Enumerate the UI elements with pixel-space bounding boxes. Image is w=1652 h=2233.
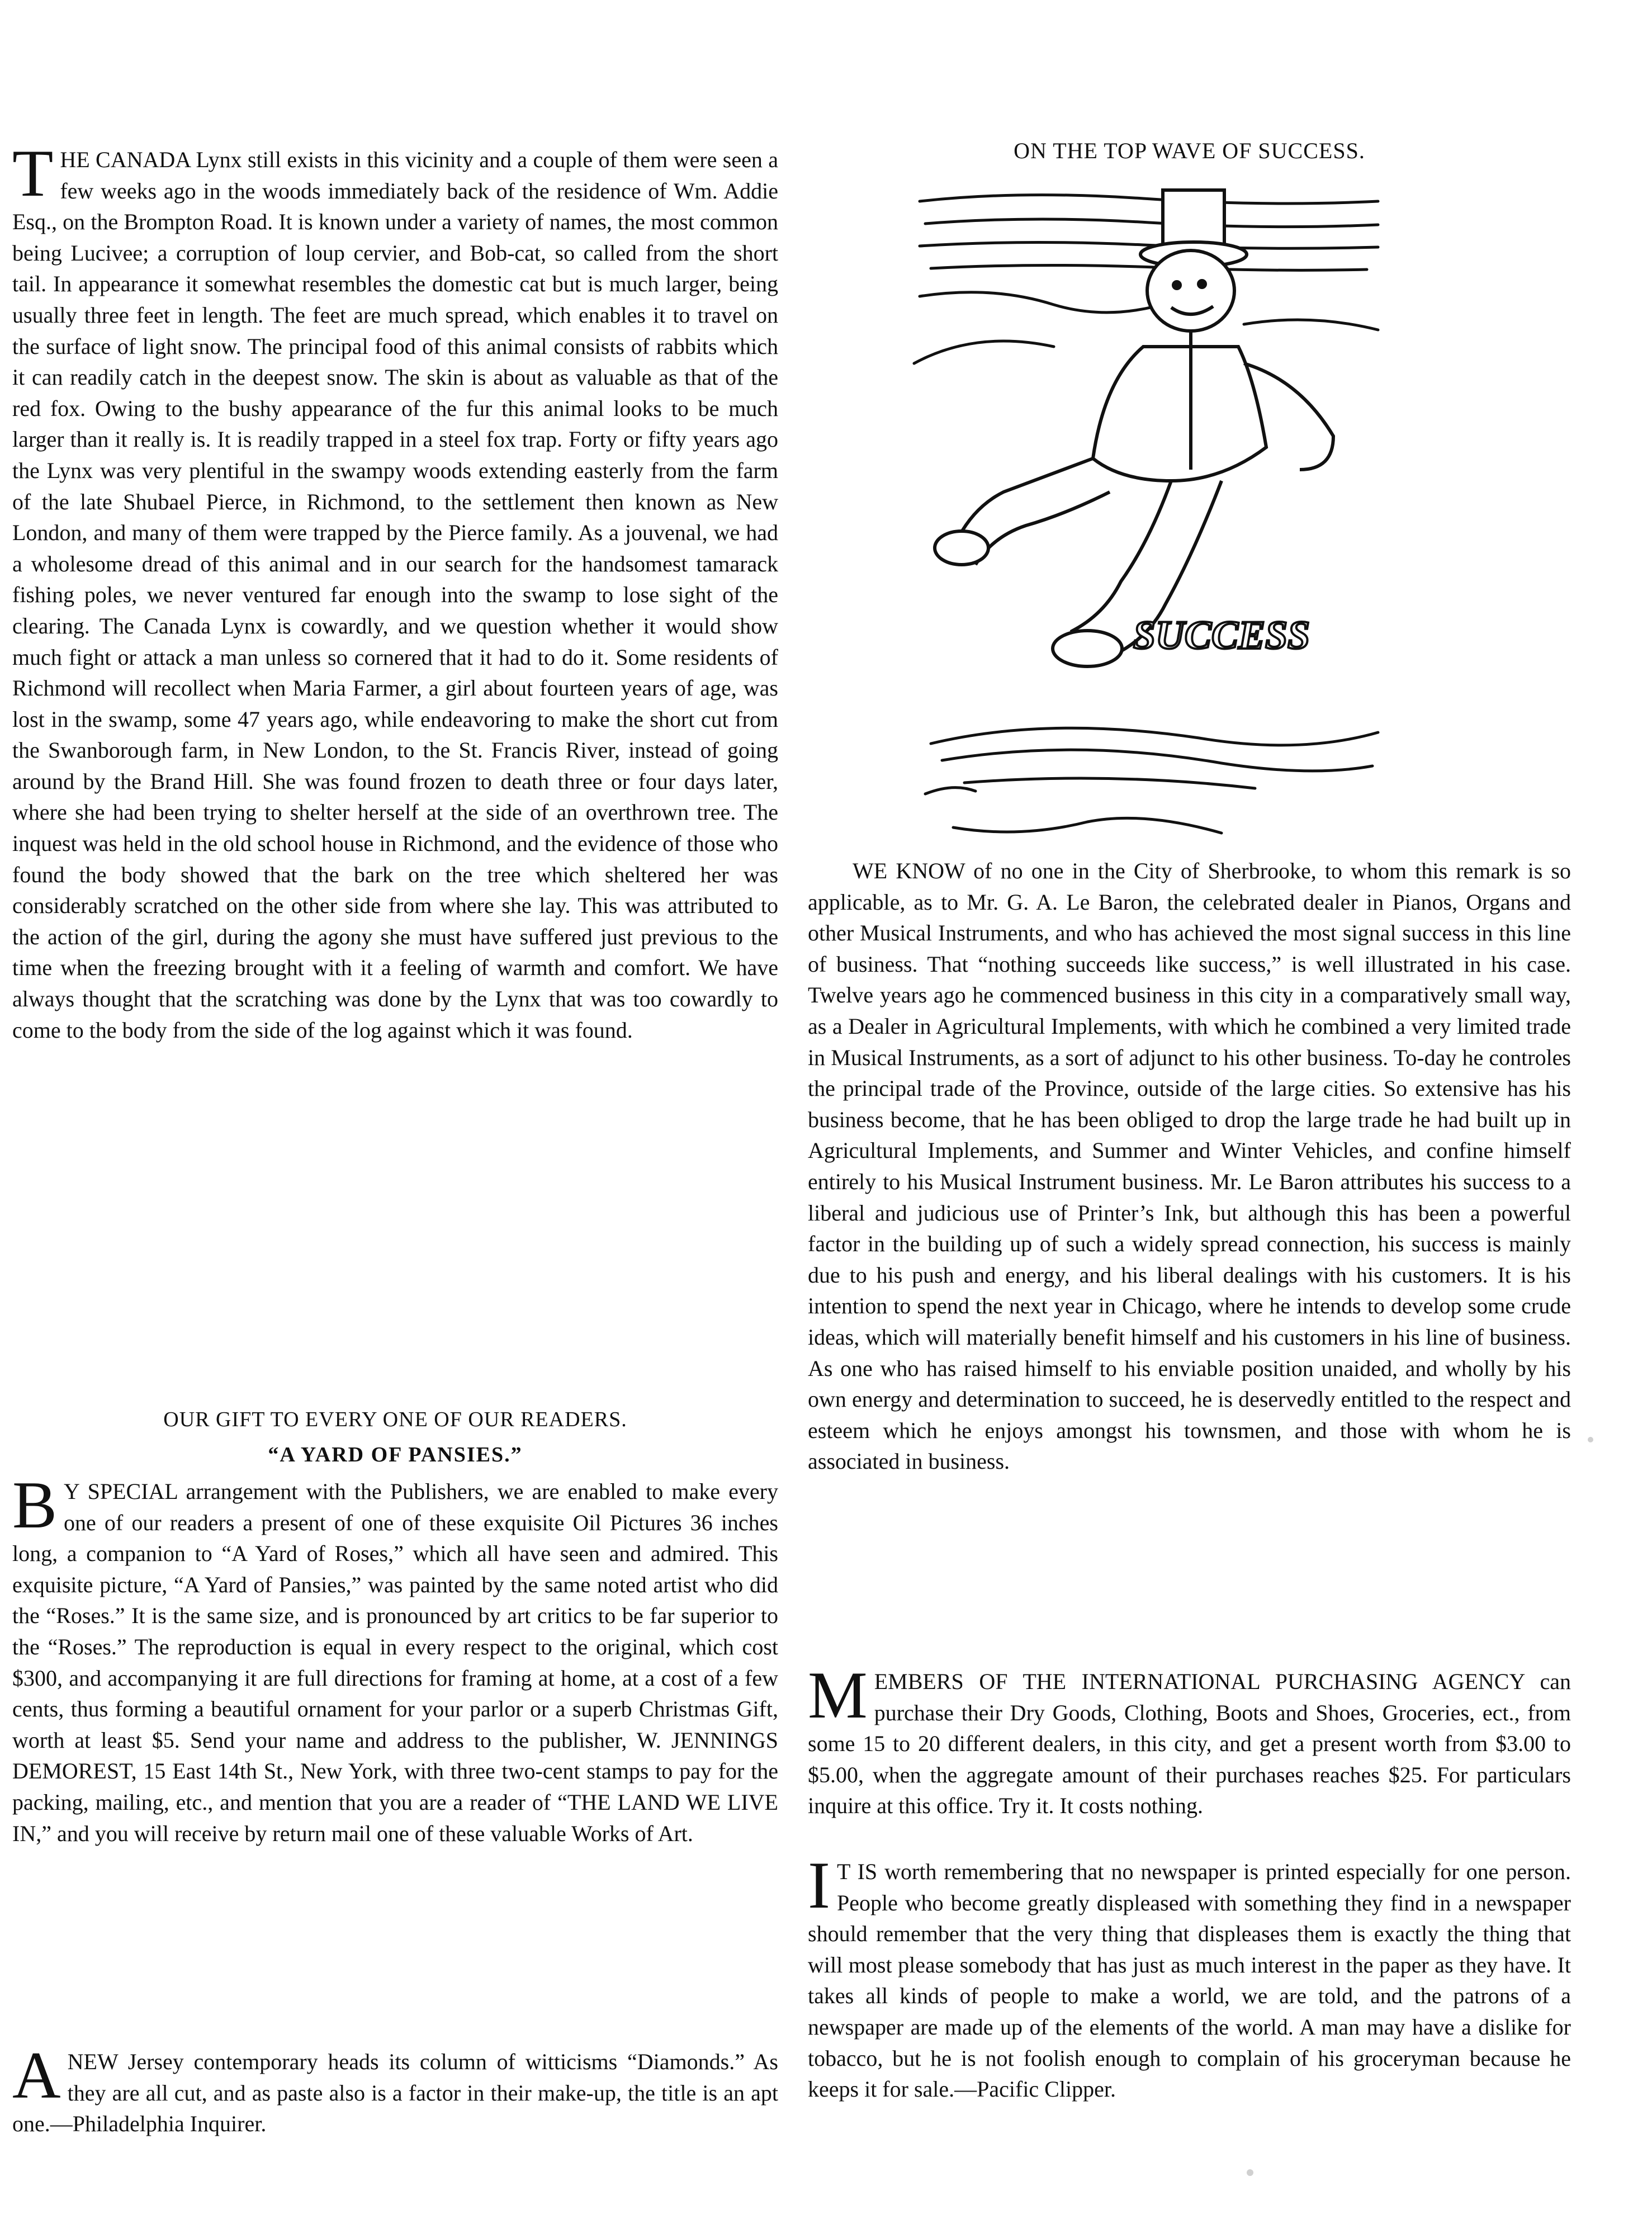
weknow-article: [808, 855, 1571, 1477]
lynx-article: [12, 136, 778, 1045]
members-article-text: MEMBERS OF THE INTERNATIONAL PURCHASING AGENCY can purchase their Dry Goods, Clothing, Boots and Shoes, Groceries, ect., from some 15 to 20 different dealers, in this city, and get a present worth from $3.00 to $5.00, when the aggregate amount of their purchases reaches $25. For particulars inquire at this office. Try it. It costs nothing.: [808, 1658, 1571, 1819]
members-article: [808, 1658, 1571, 1822]
isworth-article-text: IT IS worth remembering that no newspaper is printed especially for one person. People who become greatly displeased with something they find in a newspaper should remember that the very thing that displeases them is exactly the thing that will most please somebody that has just as much interest in the paper as they have. It takes all kinds of people to make a world, we are told, and the patrons of a newspaper are made up of the elements of the world. A man may have a dislike for tobacco, but he is not foolish enough to complain of his groceryman because he keeps it for sale.—Pacific Clipper.: [808, 1848, 1571, 2102]
man-figure: [935, 190, 1333, 666]
isworth-article: [808, 1848, 1571, 2105]
weknow-article-text: WE KNOW of no one in the City of Sherbrooke, to whom this remark is so applicable, as to Mr. G. A. Le Baron, the celebrated dealer in Pianos, Organs and other Musical Instruments, and who has achieved the most signal success in this line of business. That “nothing succeeds like success,” is well illustrated in his case. Twelve years ago he commenced business in this city in a comparatively small way, as a Dealer in Agricultural Implements, with which he combined a very limited trade in Musical Instruments, as a sort of adjunct to his other business. To-day he controles the principal trade of the Province, outside of the large cities. So extensive has his business become, that he has been obliged to drop the large trade he had built up in Agricultural Implements, and Summer and Winter Vehicles, and confine himself entirely to his Musical Instrument business. Mr. Le Baron attributes his success to a liberal and judicious use of Printer’s Ink, but although this has been a powerful factor in the building up of such a widely spread connection, his success is mainly due to his push and energy, and his liberal dealings with his customers. It is his intention to spend the next year in Chicago, where he intends to develop some crude ideas, which will materially benefit himself and his customers in his line of business. As one who has raised himself to his enviable position unaided, and wholly by his own energy and determination to succeed, he is deservedly entitled to the respect and esteem which he enjoys amongst his townsmen, and those with whom he is associated in business.: [808, 858, 1571, 1474]
jersey-article-text: ANEW Jersey contemporary heads its column of witticisms “Diamonds.” As they are all cut, and as paste also is a factor in their make-up, the title is an apt one.—Philadelphia Inquirer.: [12, 2038, 778, 2137]
success-label: SUCCESS: [1133, 613, 1310, 657]
gift-article: [12, 1468, 778, 1849]
success-cartoon-illustration: [908, 179, 1389, 850]
gift-subheading: “A YARD OF PANSIES.”: [268, 1443, 523, 1466]
paper-speck: [1247, 2169, 1253, 2176]
jersey-article: [12, 2038, 778, 2140]
gift-heading: OUR GIFT TO EVERY ONE OF OUR READERS.: [163, 1408, 627, 1431]
gift-article-text: BY SPECIAL arrangement with the Publishers, we are enabled to make every one of our readers a present of one of these exquisite Oil Pictures 36 inches long, a companion to “A Yard of Roses,” which all have seen and admired. This exquisite picture, “A Yard of Pansies,” was painted by the same noted artist who did the “Roses.” It is the same size, and is pronounced by art critics to be far superior to the “Roses.” The reproduction is equal in every respect to the original, which cost $300, and accompanying it are full directions for framing at home, at a cost of a few cents, thus forming a beautiful ornament for your parlor or a superb Christmas Gift, worth at least $5. Send your name and address to the publisher, W. JENNINGS DEMOREST, 15 East 14th St., New York, with three two-cent stamps to pay for the packing, mailing, etc., and mention that you are a reader of “THE LAND WE LIVE IN,” and you will receive by return mail one of these valuable Works of Art.: [12, 1468, 778, 1846]
cartoon-title: ON THE TOP WAVE OF SUCCESS.: [1014, 138, 1365, 163]
lynx-article-text: THE CANADA Lynx still exists in this vicinity and a couple of them were seen a few weeks ago in the woods immediately back of the residence of Wm. Addie Esq., on the Brompton Road. It is known under a variety of names, the most common being Lucivee; a corruption of loup cervier, and Bob-cat, so called from the short tail. In appearance it somewhat resembles the domestic cat but is much larger, being usually three feet in length. The feet are much spread, which enables it to travel on the surface of light snow. The principal food of this animal consists of rabbits which it can readily catch in the deepest snow. The skin is about as valuable as that of the red fox. Owing to the bushy appearance of the fur this animal looks to be much larger than it really is. It is readily trapped in a steel fox trap. Forty or fifty years ago the Lynx was very plentiful in the swampy woods extending easterly from the farm of the late Shubael Pierce, in Richmond, to the settlement then known as New London, and many of them were trapped by the Pierce family. As a jouvenal, we had a wholesome dread of this animal and in our search for the handsomest tamarack fishing poles, we never ventured far enough into the swamp to lose sight of the clearing. The Canada Lynx is cowardly, and we question whether it would show much fight or attack a man unless so cornered that it had to do it. Some residents of Richmond will recollect when Maria Farmer, a girl about fourteen years of age, was lost in the swamp, some 47 years ago, while endeavoring to make the short cut from the Swanborough farm, in New London, to the St. Francis River, instead of going around by the Brand Hill. She was found frozen to death three or four days later, where she had been trying to shelter herself at the side of an overthrown tree. The inquest was held in the old school house in Richmond, and the evidence of those who found the body showed that the bark on the tree which sheltered her was considerably scratched on the other side from where she lay. This was attributed to the action of the girl, during the agony she must have suffered just previous to the time when the freezing brought with it a feeling of warmth and comfort. We have always thought that the scratching was done by the Lynx that was too cowardly to come to the body from the side of the log against which it was found.: [12, 136, 778, 1043]
paper-speck: [1588, 1437, 1593, 1442]
